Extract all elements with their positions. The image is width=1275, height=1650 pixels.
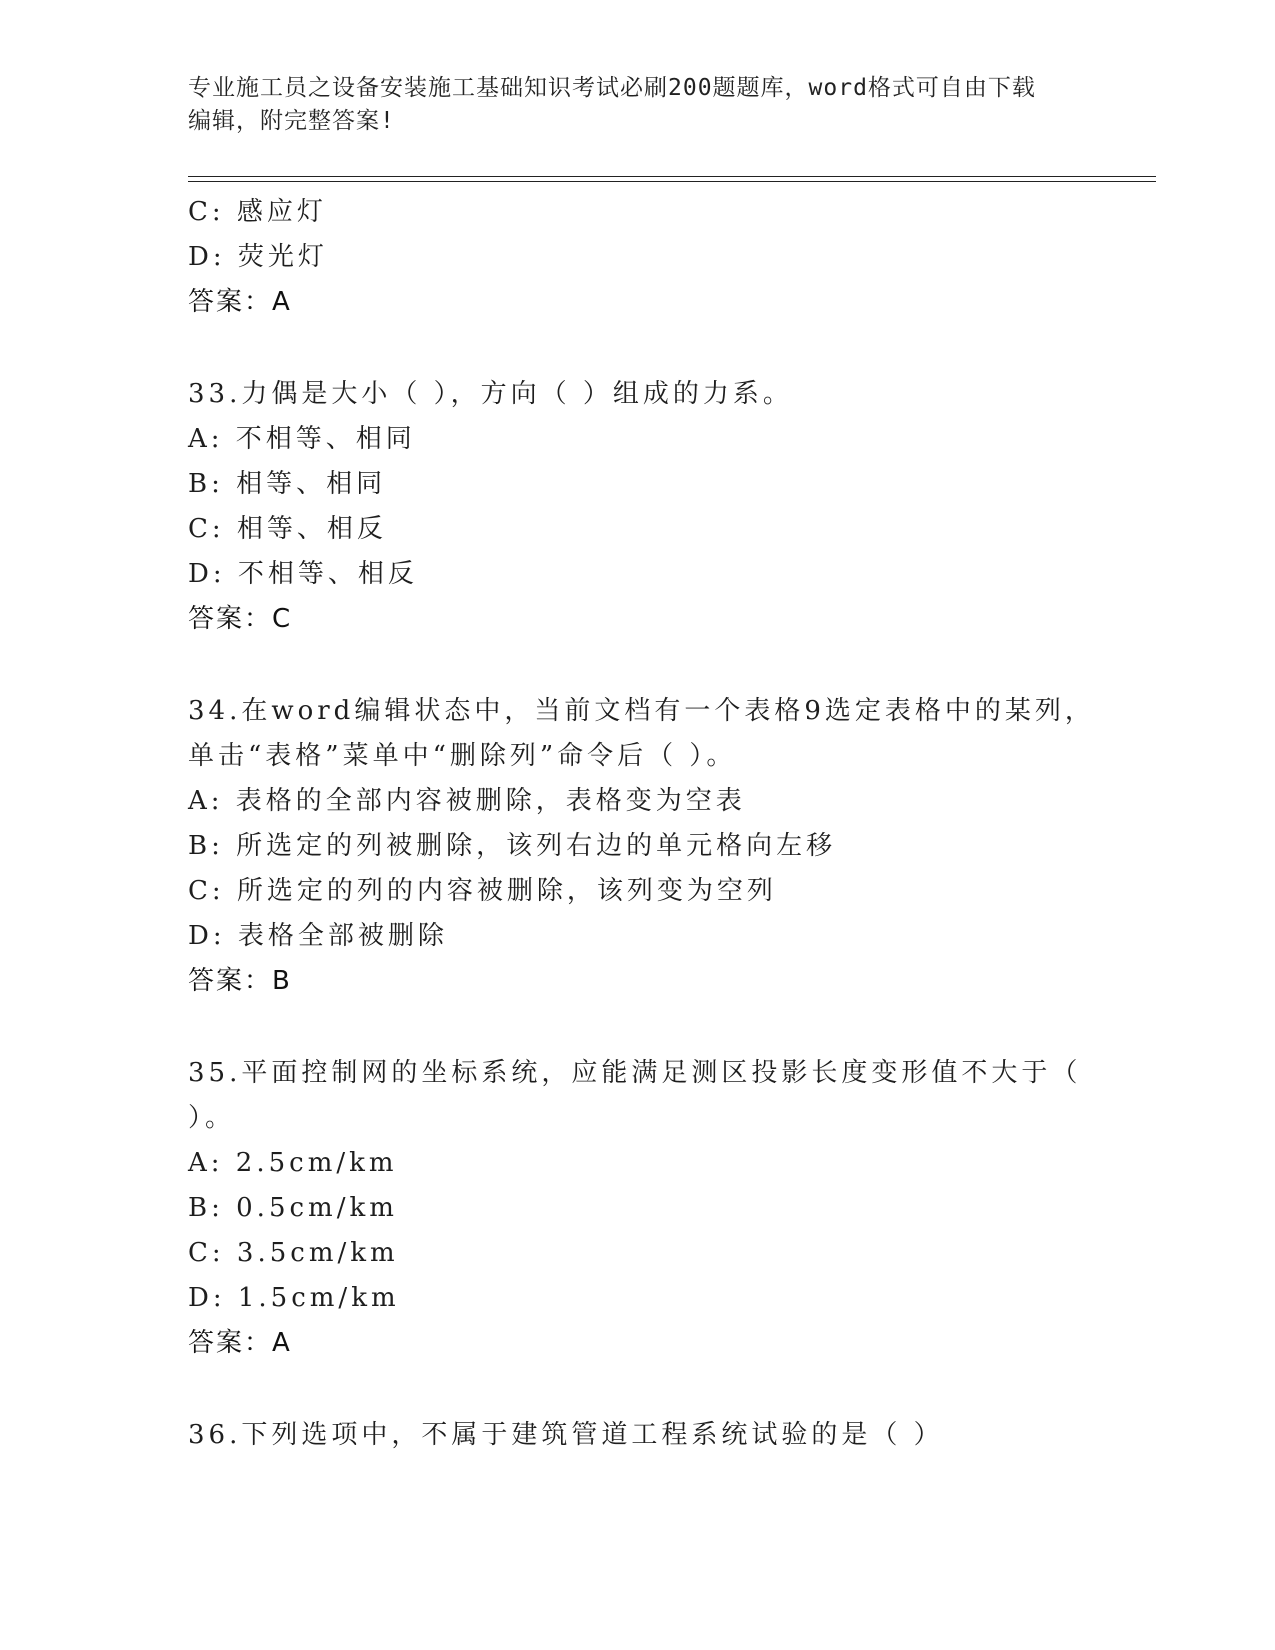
option-d: D: 荧光灯 [188,242,328,272]
question-text: 35.平面控制网的坐标系统，应能满足测区投影长度变形值不大于（ [188,1058,1082,1088]
header-line-2: 编辑，附完整答案! [188,108,395,134]
option-c: C: 3.5cm/km [188,1238,399,1268]
spacer [188,642,1128,689]
option-b: B: 相等、相同 [188,469,387,499]
option-c: C: 所选定的列的内容被删除，该列变为空列 [188,876,777,906]
spacer [188,1366,1128,1413]
option-b: B: 所选定的列被删除，该列右边的单元格向左移 [188,831,837,861]
option-a: A: 表格的全部内容被删除，表格变为空表 [188,786,746,816]
spacer [188,1004,1128,1051]
question-block-36 [188,1413,1128,1458]
header-divider [188,176,1156,182]
answer-line: 答案：B [188,966,292,996]
question-text-continued: 单击“表格”菜单中“删除列”命令后（ ）。 [188,741,737,771]
option-a: A: 2.5cm/km [188,1148,398,1178]
option-d: D: 1.5cm/km [188,1283,400,1313]
document-body [188,190,1128,1458]
question-block-34 [188,689,1128,1004]
question-text-continued: ）。 [188,1103,236,1133]
option-d: D: 不相等、相反 [188,559,418,589]
option-a: A: 不相等、相同 [188,424,416,454]
option-b: B: 0.5cm/km [188,1193,398,1223]
option-c: C: 相等、相反 [188,514,387,544]
option-d: D: 表格全部被删除 [188,921,448,951]
page-header [188,72,1088,138]
question-block-33 [188,372,1128,642]
answer-line: 答案：C [188,604,293,634]
answer-line: 答案：A [188,1328,292,1358]
question-block-35 [188,1051,1128,1366]
spacer [188,325,1128,372]
answer-line: 答案：A [188,287,292,317]
question-text: 34.在word编辑状态中，当前文档有一个表格9选定表格中的某列， [188,696,1095,726]
question-text: 33.力偶是大小（ ），方向（ ）组成的力系。 [188,379,793,409]
header-line-1: 专业施工员之设备安装施工基础知识考试必刷200题题库，word格式可自由下载 [188,75,1036,101]
question-text: 36.下列选项中，不属于建筑管道工程系统试验的是（ ） [188,1420,944,1450]
option-c: C: 感应灯 [188,197,327,227]
question-block-32 [188,190,1128,325]
